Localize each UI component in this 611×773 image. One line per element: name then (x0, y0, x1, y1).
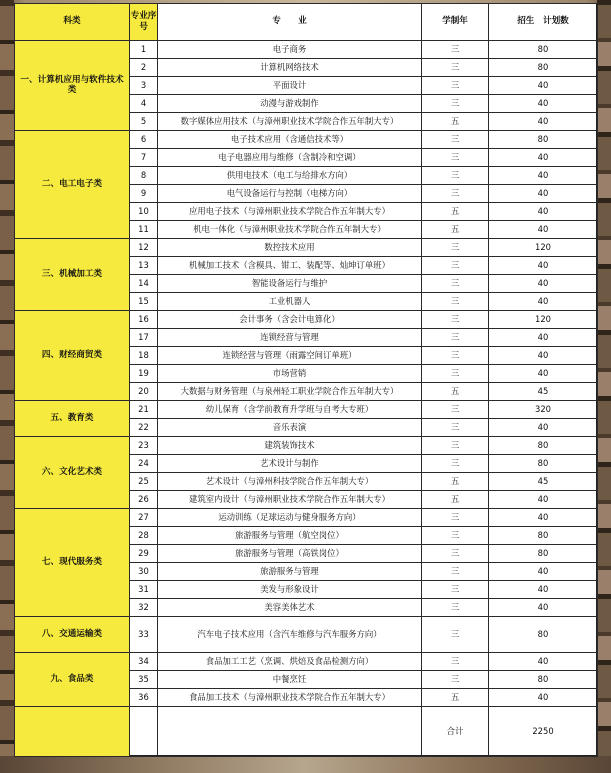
years-cell: 三 (422, 77, 489, 95)
plan-cell: 80 (489, 617, 598, 653)
plan-cell: 40 (489, 581, 598, 599)
major-cell: 计算机网络技术 (158, 59, 422, 77)
plan-cell: 80 (489, 455, 598, 473)
major-cell: 机械加工技术（含模具、钳工、装配等、灿坤订单班） (158, 257, 422, 275)
category-cell: 三、机械加工类 (15, 239, 130, 311)
bookshelf-right (597, 0, 611, 773)
years-cell: 三 (422, 581, 489, 599)
category-cell: 七、现代服务类 (15, 509, 130, 617)
years-cell: 三 (422, 257, 489, 275)
plan-cell: 45 (489, 383, 598, 401)
total-value: 2250 (489, 707, 598, 757)
years-cell: 三 (422, 455, 489, 473)
major-cell: 工业机器人 (158, 293, 422, 311)
plan-cell: 80 (489, 545, 598, 563)
years-cell: 三 (422, 653, 489, 671)
category-cell: 一、计算机应用与软件技术类 (15, 41, 130, 131)
seq-cell: 26 (130, 491, 158, 509)
major-cell: 幼儿保育（含学前教育升学班与自考大专班） (158, 401, 422, 419)
seq-cell: 9 (130, 185, 158, 203)
plan-cell: 120 (489, 311, 598, 329)
years-cell: 三 (422, 41, 489, 59)
header-row (15, 4, 598, 41)
header-category: 科类 (15, 4, 130, 41)
plan-cell: 40 (489, 293, 598, 311)
years-cell: 三 (422, 599, 489, 617)
plan-cell: 40 (489, 257, 598, 275)
seq-cell: 1 (130, 41, 158, 59)
major-cell: 建筑装饰技术 (158, 437, 422, 455)
seq-cell: 12 (130, 239, 158, 257)
major-cell: 食品加工技术（与漳州职业技术学院合作五年制大专） (158, 689, 422, 707)
years-cell: 三 (422, 95, 489, 113)
seq-cell: 24 (130, 455, 158, 473)
table-row (15, 437, 598, 455)
years-cell: 五 (422, 383, 489, 401)
table-row (15, 509, 598, 527)
seq-cell: 5 (130, 113, 158, 131)
years-cell: 五 (422, 689, 489, 707)
seq-cell: 36 (130, 689, 158, 707)
background-bottom (0, 756, 611, 773)
years-cell: 三 (422, 167, 489, 185)
seq-cell: 35 (130, 671, 158, 689)
seq-cell: 13 (130, 257, 158, 275)
seq-cell: 33 (130, 617, 158, 653)
years-cell: 五 (422, 221, 489, 239)
header-years: 学制年 (422, 4, 489, 41)
plan-cell: 40 (489, 509, 598, 527)
plan-cell: 40 (489, 113, 598, 131)
years-cell: 三 (422, 185, 489, 203)
table-row (15, 41, 598, 59)
category-cell: 五、教育类 (15, 401, 130, 437)
major-cell: 食品加工工艺（烹调、烘焙及食品检测方向） (158, 653, 422, 671)
plan-cell: 45 (489, 473, 598, 491)
seq-cell: 6 (130, 131, 158, 149)
plan-cell: 40 (489, 599, 598, 617)
plan-cell: 40 (489, 221, 598, 239)
major-cell: 大数据与财务管理（与泉州轻工职业学院合作五年制大专） (158, 383, 422, 401)
plan-cell: 80 (489, 527, 598, 545)
seq-cell: 32 (130, 599, 158, 617)
major-cell: 机电一体化（与漳州职业技术学院合作五年制大专） (158, 221, 422, 239)
header-major: 专 业 (158, 4, 422, 41)
major-cell: 艺术设计（与漳州科技学院合作五年制大专） (158, 473, 422, 491)
years-cell: 三 (422, 59, 489, 77)
seq-cell: 22 (130, 419, 158, 437)
seq-cell: 27 (130, 509, 158, 527)
seq-cell: 15 (130, 293, 158, 311)
years-cell: 三 (422, 311, 489, 329)
years-cell: 三 (422, 437, 489, 455)
major-cell: 电子商务 (158, 41, 422, 59)
table-row (15, 131, 598, 149)
seq-cell: 19 (130, 365, 158, 383)
plan-cell: 40 (489, 95, 598, 113)
plan-cell: 40 (489, 149, 598, 167)
major-cell: 市场营销 (158, 365, 422, 383)
header-seq: 专业序号 (130, 4, 158, 41)
major-cell: 汽车电子技术应用（含汽车维修与汽车服务方向） (158, 617, 422, 653)
plan-cell: 80 (489, 131, 598, 149)
seq-cell: 8 (130, 167, 158, 185)
bookshelf-left (0, 0, 14, 773)
table-row (15, 401, 598, 419)
category-cell: 八、交通运输类 (15, 617, 130, 653)
major-cell: 智能设备运行与维护 (158, 275, 422, 293)
major-cell: 旅游服务与管理（高铁岗位） (158, 545, 422, 563)
major-cell: 数控技术应用 (158, 239, 422, 257)
total-category-cell (15, 707, 130, 757)
major-cell: 旅游服务与管理（航空岗位） (158, 527, 422, 545)
seq-cell: 3 (130, 77, 158, 95)
years-cell: 三 (422, 671, 489, 689)
major-cell: 运动训练（足球运动与健身服务方向） (158, 509, 422, 527)
years-cell: 五 (422, 203, 489, 221)
years-cell: 三 (422, 347, 489, 365)
seq-cell: 14 (130, 275, 158, 293)
plan-cell: 80 (489, 671, 598, 689)
plan-cell: 40 (489, 329, 598, 347)
major-cell: 艺术设计与制作 (158, 455, 422, 473)
major-cell: 平面设计 (158, 77, 422, 95)
plan-cell: 40 (489, 77, 598, 95)
category-cell: 二、电工电子类 (15, 131, 130, 239)
years-cell: 五 (422, 113, 489, 131)
table-row (15, 653, 598, 671)
seq-cell: 11 (130, 221, 158, 239)
seq-cell: 21 (130, 401, 158, 419)
plan-cell: 40 (489, 275, 598, 293)
seq-cell: 2 (130, 59, 158, 77)
plan-cell: 40 (489, 419, 598, 437)
seq-cell: 7 (130, 149, 158, 167)
years-cell: 三 (422, 563, 489, 581)
years-cell: 三 (422, 401, 489, 419)
years-cell: 三 (422, 365, 489, 383)
plan-cell: 40 (489, 347, 598, 365)
major-cell: 中餐烹饪 (158, 671, 422, 689)
years-cell: 三 (422, 545, 489, 563)
major-cell: 建筑室内设计（与漳州职业技术学院合作五年制大专） (158, 491, 422, 509)
years-cell: 三 (422, 239, 489, 257)
major-cell: 连锁经营与管理（雨露空间订单班） (158, 347, 422, 365)
enrollment-plan-table (14, 3, 598, 757)
years-cell: 五 (422, 473, 489, 491)
years-cell: 三 (422, 149, 489, 167)
seq-cell: 10 (130, 203, 158, 221)
major-cell: 电气设备运行与控制（电梯方向） (158, 185, 422, 203)
major-cell: 数字媒体应用技术（与漳州职业技术学院合作五年制大专） (158, 113, 422, 131)
table-row (15, 239, 598, 257)
total-seq-cell (130, 707, 158, 757)
header-plan: 招生 计划数 (489, 4, 598, 41)
major-cell: 美容美体艺术 (158, 599, 422, 617)
plan-cell: 40 (489, 365, 598, 383)
seq-cell: 29 (130, 545, 158, 563)
plan-cell: 40 (489, 689, 598, 707)
table-body (15, 41, 598, 757)
seq-cell: 31 (130, 581, 158, 599)
plan-cell: 80 (489, 41, 598, 59)
major-cell: 会计事务（含会计电算化） (158, 311, 422, 329)
major-cell: 电子技术应用（含通信技术等） (158, 131, 422, 149)
major-cell: 旅游服务与管理 (158, 563, 422, 581)
years-cell: 三 (422, 329, 489, 347)
major-cell: 美发与形象设计 (158, 581, 422, 599)
seq-cell: 34 (130, 653, 158, 671)
plan-cell: 40 (489, 167, 598, 185)
seq-cell: 28 (130, 527, 158, 545)
plan-cell: 40 (489, 653, 598, 671)
seq-cell: 16 (130, 311, 158, 329)
years-cell: 三 (422, 131, 489, 149)
plan-cell: 40 (489, 563, 598, 581)
major-cell: 电子电器应用与维修（含制冷和空调） (158, 149, 422, 167)
table-row (15, 617, 598, 653)
seq-cell: 20 (130, 383, 158, 401)
years-cell: 三 (422, 509, 489, 527)
major-cell: 应用电子技术（与漳州职业技术学院合作五年制大专） (158, 203, 422, 221)
major-cell: 连锁经营与管理 (158, 329, 422, 347)
years-cell: 三 (422, 419, 489, 437)
years-cell: 三 (422, 293, 489, 311)
plan-cell: 40 (489, 203, 598, 221)
plan-cell: 80 (489, 437, 598, 455)
total-label: 合计 (422, 707, 489, 757)
seq-cell: 17 (130, 329, 158, 347)
years-cell: 三 (422, 527, 489, 545)
category-cell: 九、食品类 (15, 653, 130, 707)
total-row (15, 707, 598, 757)
seq-cell: 4 (130, 95, 158, 113)
plan-cell: 40 (489, 491, 598, 509)
major-cell: 音乐表演 (158, 419, 422, 437)
seq-cell: 25 (130, 473, 158, 491)
plan-cell: 120 (489, 239, 598, 257)
seq-cell: 18 (130, 347, 158, 365)
total-major-cell (158, 707, 422, 757)
plan-cell: 320 (489, 401, 598, 419)
plan-cell: 40 (489, 185, 598, 203)
category-cell: 六、文化艺术类 (15, 437, 130, 509)
major-cell: 供用电技术（电工与给排水方向） (158, 167, 422, 185)
seq-cell: 23 (130, 437, 158, 455)
table-row (15, 311, 598, 329)
seq-cell: 30 (130, 563, 158, 581)
years-cell: 三 (422, 275, 489, 293)
enrollment-plan-card (14, 3, 597, 756)
category-cell: 四、财经商贸类 (15, 311, 130, 401)
years-cell: 五 (422, 491, 489, 509)
years-cell: 三 (422, 617, 489, 653)
major-cell: 动漫与游戏制作 (158, 95, 422, 113)
plan-cell: 80 (489, 59, 598, 77)
